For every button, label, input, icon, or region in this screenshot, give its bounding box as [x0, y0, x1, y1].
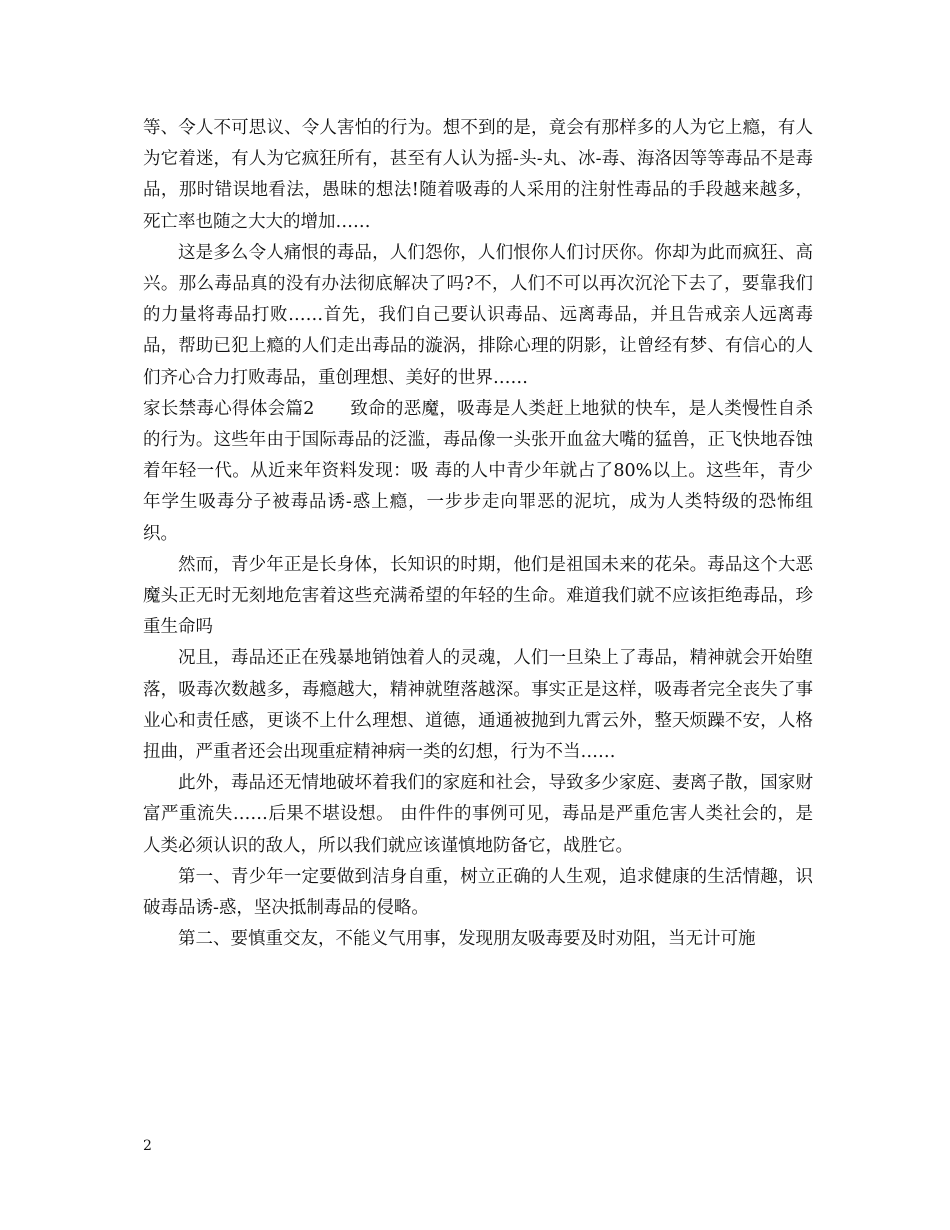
document-body	[143, 113, 813, 955]
paragraph-2: 这是多么令人痛恨的毒品，人们怨你，人们恨你人们讨厌你。你却为此而疯狂、高兴。那么毒品真的没有办法彻底解决了吗?不，人们不可以再次沉沦下去了，要靠我们的力量将毒品打败……首先，我们自己要认识毒品、远离毒品，并且告戒亲人远离毒品，帮助已犯上瘾的人们走出毒品的漩涡，排除心理的阴影，让曾经有梦、有信心的人们齐心合力打败毒品，重创理想、美好的世界……	[143, 242, 813, 388]
page-number: 2	[143, 1138, 152, 1154]
paragraph-1: 等、令人不可思议、令人害怕的行为。想不到的是，竟会有那样多的人为它上瘾，有人为它着迷，有人为它疯狂所有，甚至有人认为摇-头-丸、冰-毒、海洛因等等毒品不是毒品，那时错误地看法，愚昧的想法!随着吸毒的人采用的注射性毒品的手段越来越多，死亡率也随之大大的增加……	[143, 118, 813, 232]
paragraph-8: 第二、要慎重交友，不能义气用事，发现朋友吸毒要及时劝阻，当无计可施	[178, 929, 756, 950]
paragraph-3-section-heading: 家长禁毒心得体会篇2 致命的恶魔，吸毒是人类赶上地狱的快车，是人类慢性自杀的行为。这些年由于国际毒品的泛滥，毒品像一头张开血盆大嘴的猛兽，正飞快地吞蚀着年轻一代。从近来年资料发现：吸 毒的人中青少年就占了80%以上。这些年，青少年学生吸毒分子被毒品诱-惑上瘾，一步步走向罪恶的泥坑，成为人类特级的恐怖组织。	[143, 398, 813, 544]
paragraph-6: 此外，毒品还无情地破坏着我们的家庭和社会，导致多少家庭、妻离子散，国家财富严重流失……后果不堪设想。 由件件的事例可见，毒品是严重危害人类社会的，是人类必须认识的敌人，所以我们就应该谨慎地防备它，战胜它。	[143, 773, 813, 856]
paragraph-7: 第一、青少年一定要做到洁身自重，树立正确的人生观，追求健康的生活情趣，识破毒品诱-惑，坚决抵制毒品的侵略。	[143, 866, 813, 919]
paragraph-5: 况且，毒品还正在残暴地销蚀着人的灵魂，人们一旦染上了毒品，精神就会开始堕落，吸毒次数越多，毒瘾越大，精神就堕落越深。事实正是这样，吸毒者完全丧失了事业心和责任感，更谈不上什么理想、道德，通通被抛到九霄云外，整天烦躁不安，人格扭曲，严重者还会出现重症精神病一类的幻想，行为不当……	[143, 648, 813, 763]
paragraph-4: 然而，青少年正是长身体，长知识的时期，他们是祖国未来的花朵。毒品这个大恶魔头正无时无刻地危害着这些充满希望的年轻的生命。难道我们就不应该拒绝毒品，珍重生命吗	[143, 554, 813, 638]
